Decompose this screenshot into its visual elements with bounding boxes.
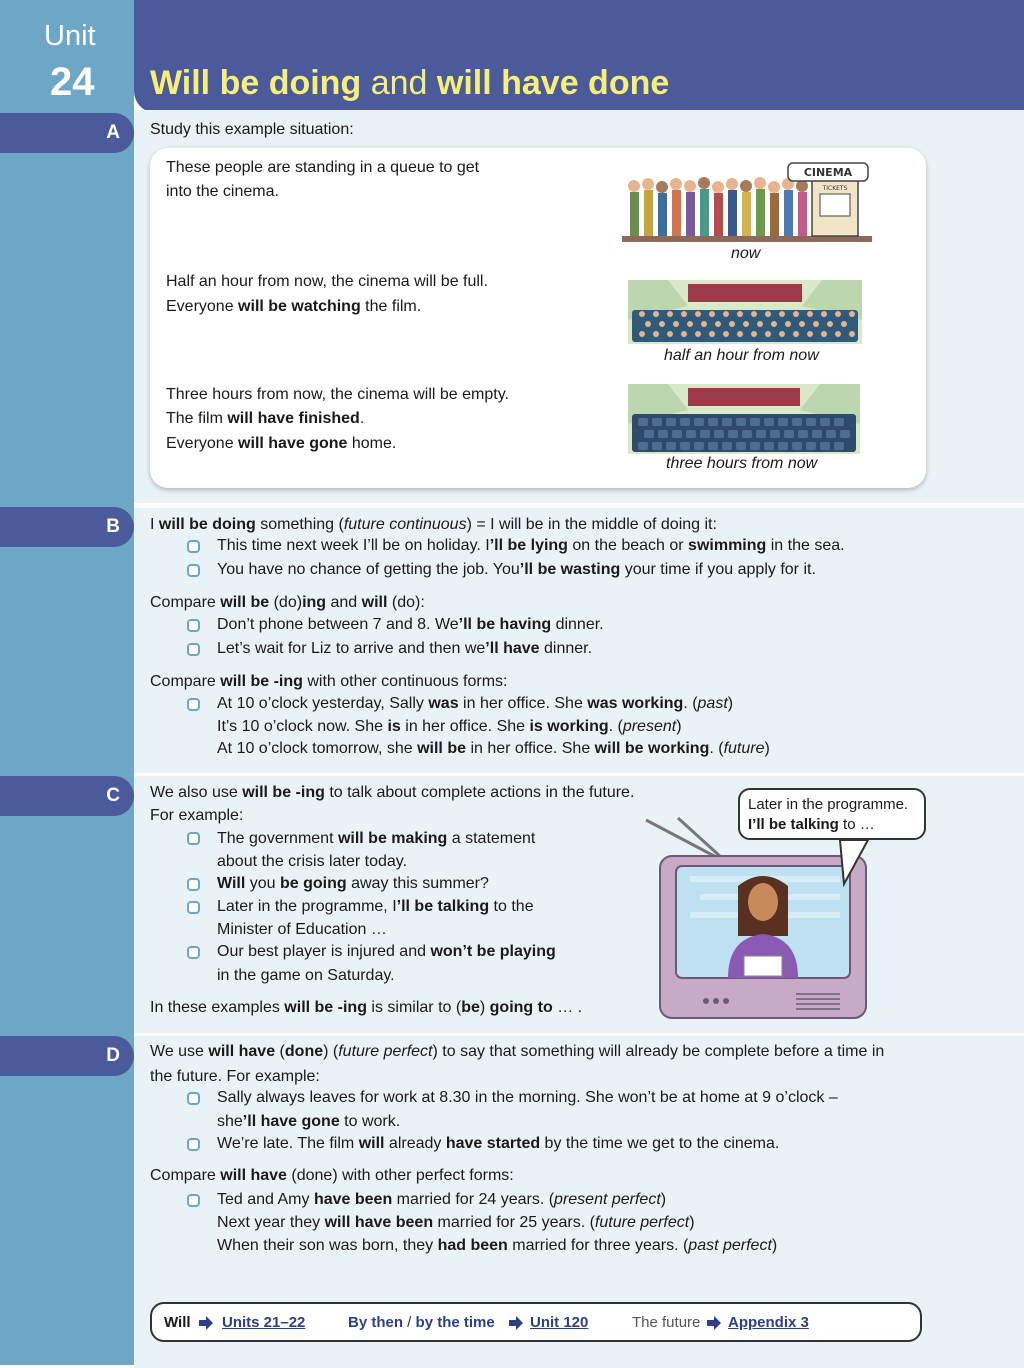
example-c4-line-1: Our best player is injured and won’t be playing (217, 943, 556, 960)
arrow-right-icon (508, 1315, 524, 1331)
example-b6: It’s 10 o’clock now. She is in her office. She is working. (present) (217, 718, 682, 735)
bullet-icon (187, 1138, 200, 1151)
caption-half-hour: half an hour from now (664, 347, 819, 364)
unit-label: Unit (44, 20, 96, 52)
situation-3-line-2: The film will have finished. (166, 410, 365, 427)
cross-reference-bar (150, 1302, 922, 1342)
section-a-tab: A (0, 113, 134, 153)
situation-3-line-3: Everyone will have gone home. (166, 435, 397, 452)
example-b5: At 10 o’clock yesterday, Sally was in her office. She was working. (past) (217, 695, 734, 712)
arrow-right-icon (198, 1315, 214, 1331)
bullet-icon (187, 540, 200, 553)
empty-cinema-illustration (628, 384, 860, 454)
queue-people (628, 177, 808, 236)
situation-2-line-1: Half an hour from now, the cinema will be full. (166, 273, 488, 290)
section-b-definition: I will be doing something (future continuous) = I will be in the middle of doing it: (150, 516, 717, 533)
section-b-tab: B (0, 507, 134, 547)
tv-presenter-illustration (640, 816, 870, 1022)
cinema-queue-illustration (622, 160, 872, 244)
situation-3-line-1: Three hours from now, the cinema will be empty. (166, 386, 509, 403)
section-d-intro-line-2: the future. For example: (150, 1068, 320, 1085)
xref-future-label: The future (632, 1314, 701, 1331)
bullet-icon (187, 946, 200, 959)
bullet-icon (187, 643, 200, 656)
bullet-icon (187, 698, 200, 711)
section-c-intro: We also use will be -ing to talk about complete actions in the future. (150, 784, 635, 801)
example-c1-line-2: about the crisis later today. (217, 853, 408, 870)
xref-by-then-label: By then / by the time (348, 1314, 495, 1331)
xref-will-label: Will (164, 1314, 191, 1331)
tickets-sign: TICKETS (822, 185, 848, 192)
section-d-intro-line-1: We use will have (done) (future perfect) to say that something will already be complete before a time in (150, 1043, 885, 1060)
example-d3: Ted and Amy have been married for 24 years. (present perfect) (217, 1191, 667, 1208)
unit-number: 24 (50, 60, 95, 104)
compare-d1: Compare will have (done) with other perfect forms: (150, 1167, 514, 1184)
example-b7: At 10 o’clock tomorrow, she will be in her office. She will be working. (future) (217, 740, 770, 757)
example-c4-line-2: in the game on Saturday. (217, 967, 395, 984)
situation-2-line-2: Everyone will be watching the film. (166, 298, 422, 315)
arrow-right-icon (706, 1315, 722, 1331)
speech-bubble-line-1: Later in the programme. (748, 796, 909, 813)
example-d2: We’re late. The film will already have started by the time we get to the cinema. (217, 1135, 780, 1152)
caption-now: now (731, 245, 761, 262)
example-c3-line-2: Minister of Education … (217, 921, 387, 938)
situation-1-line-2: into the cinema. (166, 183, 279, 200)
section-d-tab: D (0, 1036, 134, 1076)
page-title: Will be doing and will have done (150, 64, 670, 102)
speech-bubble-line-2: I’ll be talking to … (748, 816, 875, 833)
situation-1-line-1: These people are standing in a queue to get (166, 159, 480, 176)
section-c-for-example: For example: (150, 807, 244, 824)
example-d4: Next year they will have been married for 25 years. (future perfect) (217, 1214, 695, 1231)
link-unit-120[interactable]: Unit 120 (530, 1314, 589, 1331)
section-c-summary: In these examples will be -ing is similar to (be) going to … . (150, 999, 583, 1016)
unit-sidebar (0, 0, 134, 1365)
compare-b1: Compare will be (do)ing and will (do): (150, 594, 425, 611)
example-c1-line-1: The government will be making a statement (217, 830, 536, 847)
bullet-icon (187, 1194, 200, 1207)
example-b1: This time next week I’ll be on holiday. I’ll be lying on the beach or swimming in the sea. (217, 537, 845, 554)
example-c3-line-1: Later in the programme, I’ll be talking to the (217, 898, 534, 915)
example-d5: When their son was born, they had been married for three years. (past perfect) (217, 1237, 778, 1254)
bullet-icon (187, 878, 200, 891)
link-units-21-22[interactable]: Units 21–22 (222, 1314, 306, 1331)
bullet-icon (187, 1092, 200, 1105)
section-a-intro: Study this example situation: (150, 121, 354, 138)
compare-b2: Compare will be -ing with other continuous forms: (150, 673, 508, 690)
bullet-icon (187, 832, 200, 845)
bullet-icon (187, 901, 200, 914)
link-appendix-3[interactable]: Appendix 3 (728, 1314, 809, 1331)
cinema-sign: CINEMA (803, 166, 853, 179)
example-b4: Let’s wait for Liz to arrive and then we’ll have dinner. (217, 640, 593, 657)
example-d1-line-2: she’ll have gone to work. (217, 1113, 401, 1130)
full-cinema-illustration (628, 280, 862, 344)
bullet-icon (187, 619, 200, 632)
bullet-icon (187, 564, 200, 577)
caption-three-hours: three hours from now (666, 455, 818, 472)
example-d1-line-1: Sally always leaves for work at 8.30 in the morning. She won’t be at home at 9 o’clock – (217, 1089, 838, 1106)
section-c-tab: C (0, 776, 134, 816)
example-b3: Don’t phone between 7 and 8. We’ll be having dinner. (217, 616, 604, 633)
example-c2: Will you be going away this summer? (217, 875, 489, 892)
example-b2: You have no chance of getting the job. You’ll be wasting your time if you apply for it. (217, 561, 816, 578)
